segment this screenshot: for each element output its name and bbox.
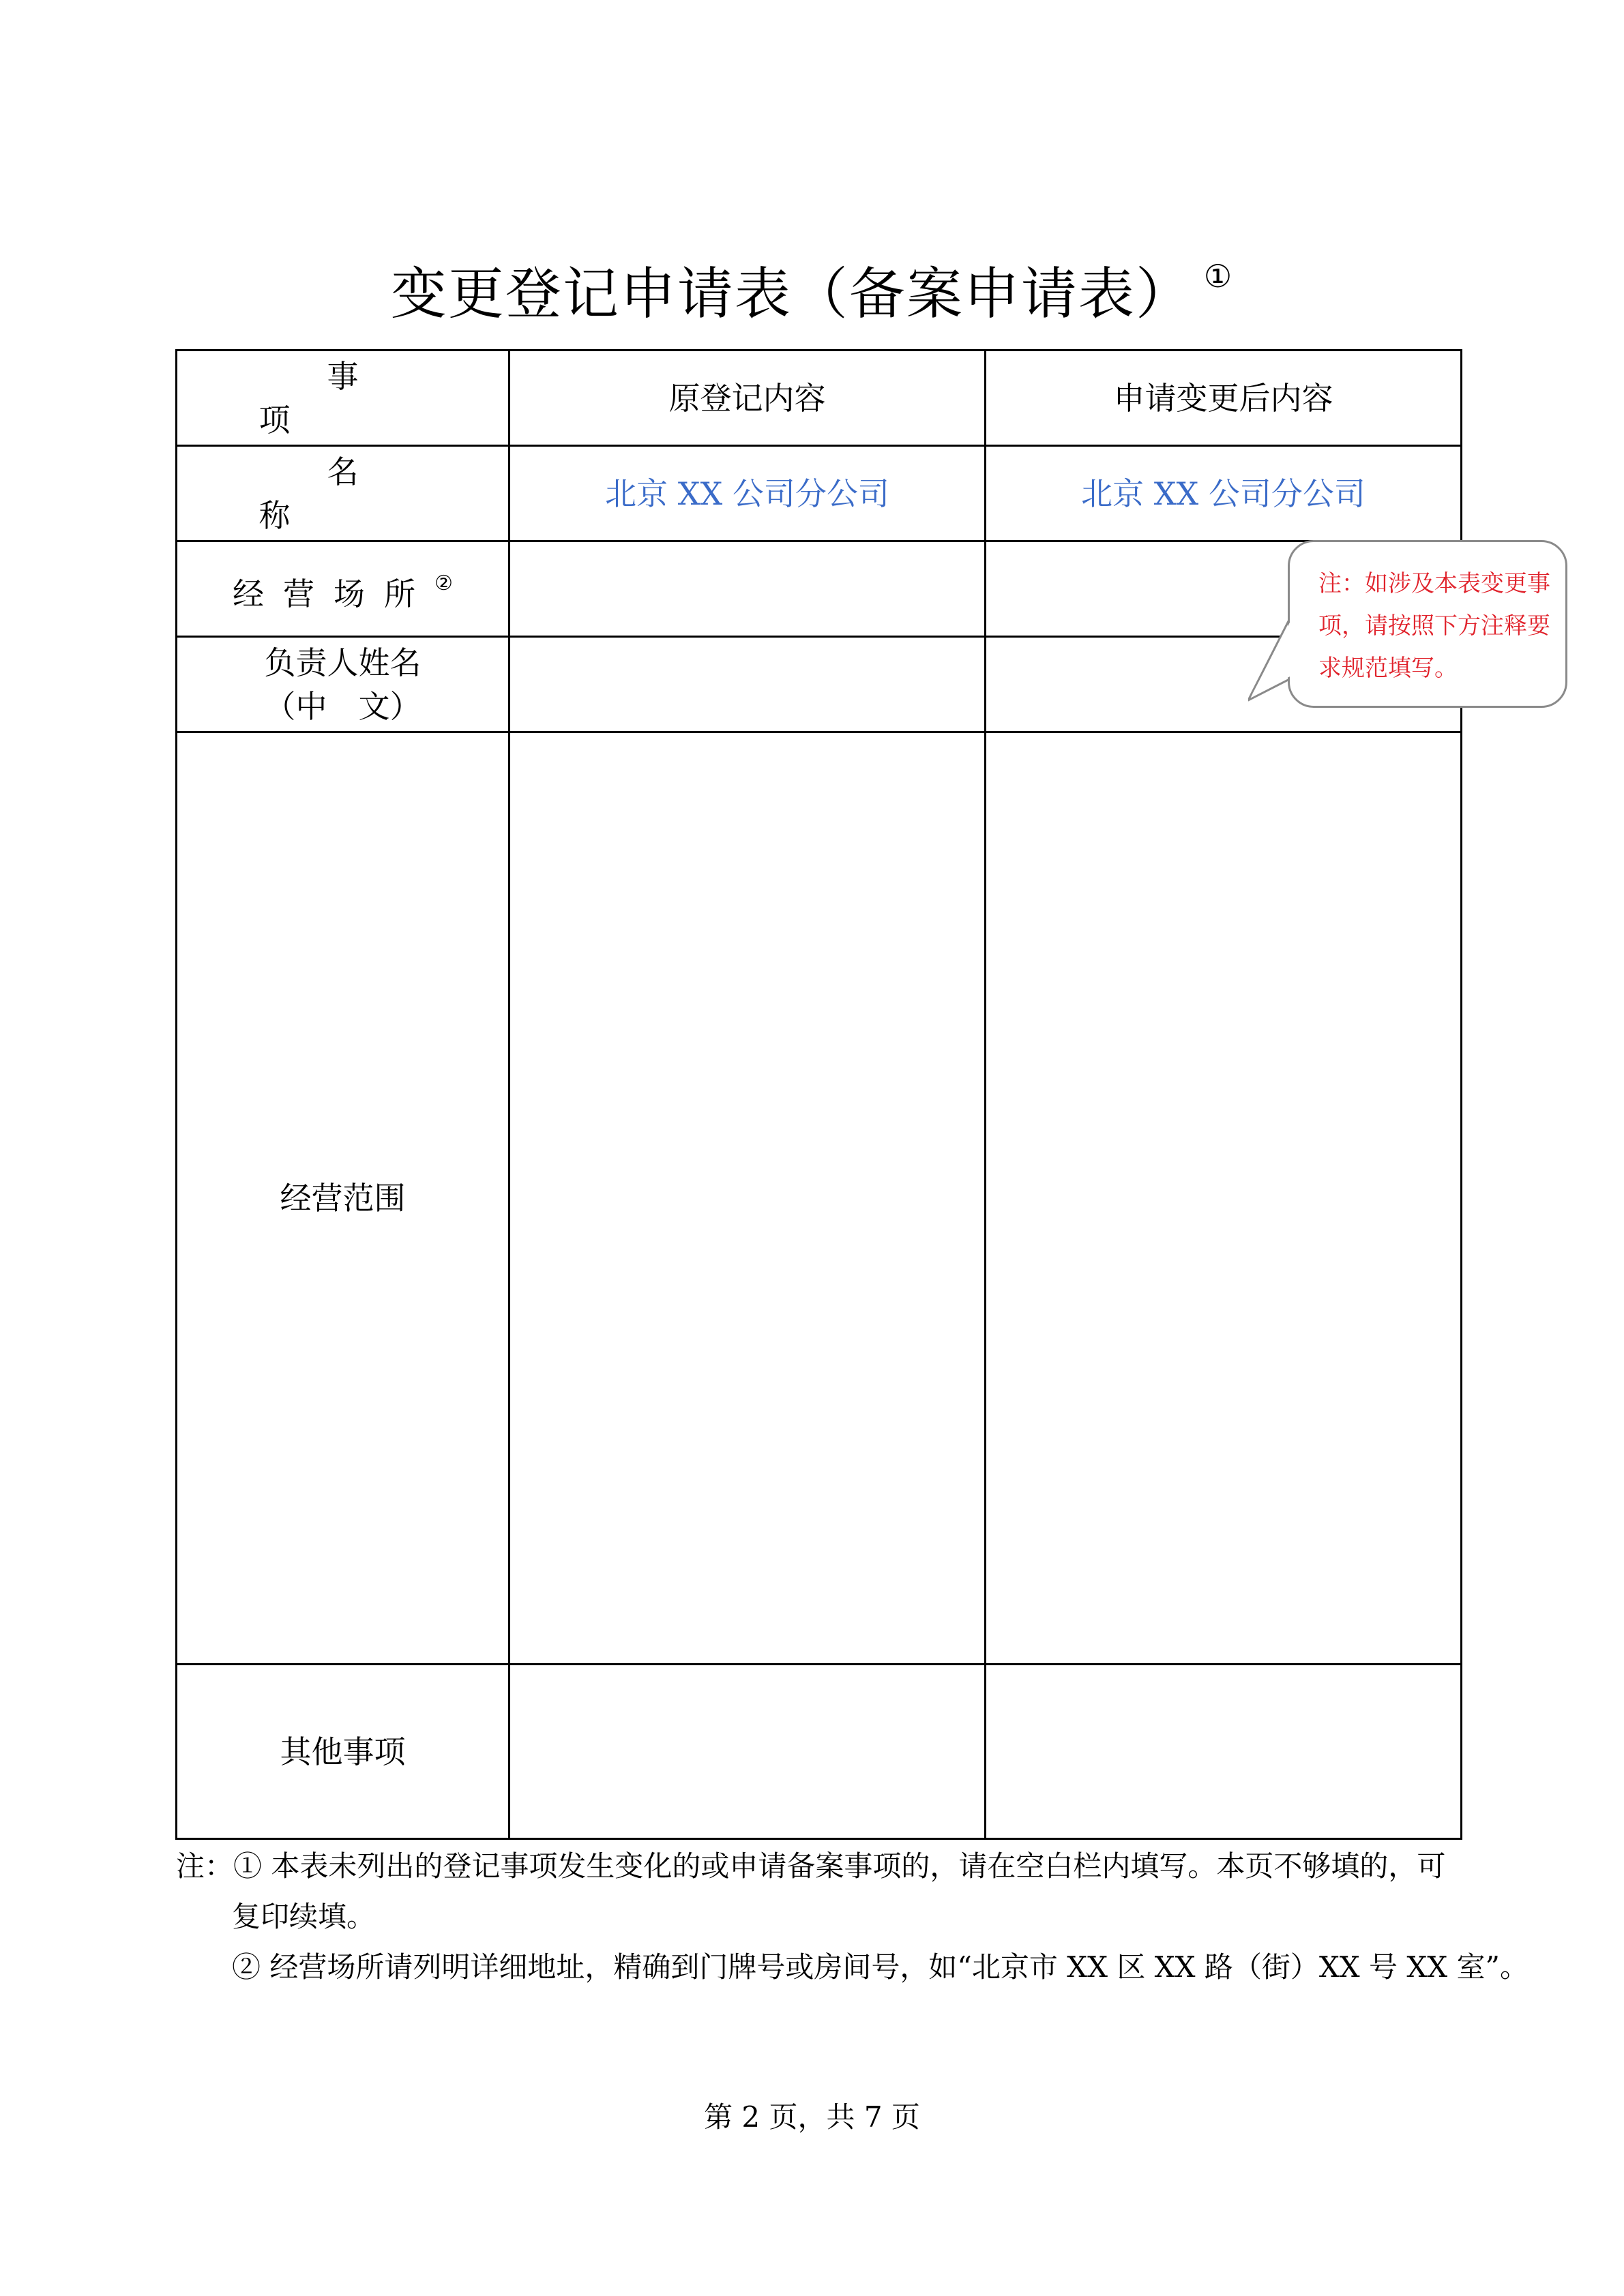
label-other: 其他事项: [177, 1665, 510, 1839]
header-original: 原登记内容: [510, 351, 986, 446]
label-person: 负责人姓名 （中 文）: [177, 637, 510, 732]
other-original-field[interactable]: [510, 1665, 986, 1839]
footnote-2: ② 经营场所请列明详细地址，精确到门牌号或房间号，如“北京市 XX 区 XX 路（街）XX 号 XX 室”。: [232, 1950, 1529, 1984]
place-footnote-mark: ②: [434, 571, 453, 595]
page-number: 第 2 页，共 7 页: [704, 2100, 920, 2134]
scope-original-field[interactable]: [510, 732, 986, 1665]
title-text: 变更登记申请表（备案申请表）: [390, 262, 1193, 327]
page-title: [0, 235, 1624, 336]
registration-form-table: [175, 349, 1462, 1840]
footnote-1-continued: 复印续填。: [232, 1900, 376, 1933]
footnotes: [176, 1841, 1529, 1993]
callout-text: 注：如涉及本表变更事项，请按照下方注释要求规范填写。: [1318, 570, 1550, 682]
header-changed: 申请变更后内容: [986, 351, 1462, 446]
label-scope: 经营范围: [177, 732, 510, 1665]
table-row-other: [177, 1665, 1462, 1839]
footnote-1: 注：① 本表未列出的登记事项发生变化的或申请备案事项的，请在空白栏内填写。本页不够填的，可: [176, 1849, 1446, 1883]
table-header-row: [177, 351, 1462, 446]
person-original-field[interactable]: [510, 637, 986, 732]
scope-changed-field[interactable]: [986, 732, 1462, 1665]
label-place: 经营场所②: [177, 541, 510, 637]
table-row-scope: [177, 732, 1462, 1665]
other-changed-field[interactable]: [986, 1665, 1462, 1839]
title-footnote-mark: ①: [1203, 258, 1234, 295]
table-row-name: [177, 446, 1462, 541]
label-name: 名称: [177, 446, 510, 541]
name-original-field[interactable]: 北京 XX 公司分公司: [510, 446, 986, 541]
name-changed-field[interactable]: 北京 XX 公司分公司: [986, 446, 1462, 541]
place-original-field[interactable]: [510, 541, 986, 637]
header-item: 事项: [177, 351, 510, 446]
comment-callout: [1288, 540, 1567, 708]
